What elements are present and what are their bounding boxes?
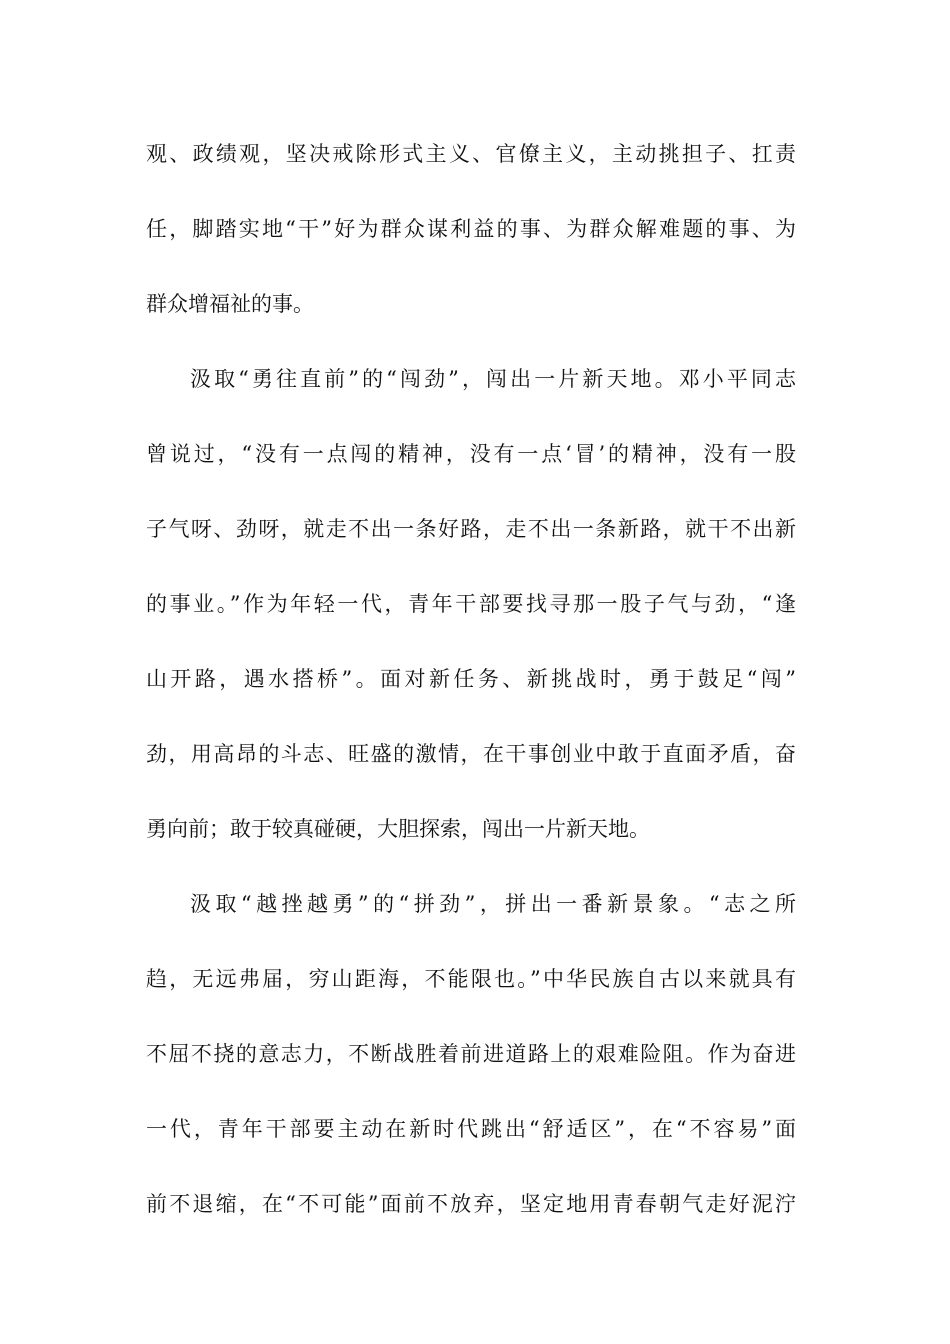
paragraph-start-line: 汲取“勇往直前”的“闯劲”，闯出一片新天地。邓小平同志: [190, 367, 796, 391]
text-line: 曾说过，“没有一点闯的精神，没有一点‘冒’的精神，没有一股: [146, 442, 796, 466]
text-line: 的事业。”作为年轻一代，青年干部要找寻那一股子气与劲，“逢: [146, 592, 796, 616]
text-line: 山开路，遇水搭桥”。面对新任务、新挑战时，勇于鼓足“闯”: [146, 667, 796, 691]
text-line: 趋，无远弗届，穷山距海，不能限也。”中华民族自古以来就具有: [146, 967, 796, 991]
text-line: 不屈不挠的意志力，不断战胜着前进道路上的艰难险阻。作为奋进: [146, 1042, 796, 1066]
paragraph-start-line: 汲取“越挫越勇”的“拼劲”，拼出一番新景象。“志之所: [190, 892, 796, 916]
text-line: 劲，用高昂的斗志、旺盛的激情，在干事创业中敢于直面矛盾，奋: [146, 742, 796, 766]
body-text: [146, 132, 796, 1257]
text-line: 任，脚踏实地“干”好为群众谋利益的事、为群众解难题的事、为: [146, 217, 796, 241]
text-line: 一代，青年干部要主动在新时代跳出“舒适区”，在“不容易”面: [146, 1117, 796, 1141]
text-line: 勇向前；敢于较真碰硬，大胆探索，闯出一片新天地。: [146, 817, 650, 841]
text-line: 前不退缩，在“不可能”面前不放弃，坚定地用青春朝气走好泥泞: [146, 1192, 796, 1216]
text-line: 观、政绩观，坚决戒除形式主义、官僚主义，主动挑担子、扛责: [146, 142, 796, 166]
text-line: 子气呀、劲呀，就走不出一条好路，走不出一条新路，就干不出新: [146, 517, 796, 541]
text-line: 群众增福祉的事。: [146, 292, 314, 316]
